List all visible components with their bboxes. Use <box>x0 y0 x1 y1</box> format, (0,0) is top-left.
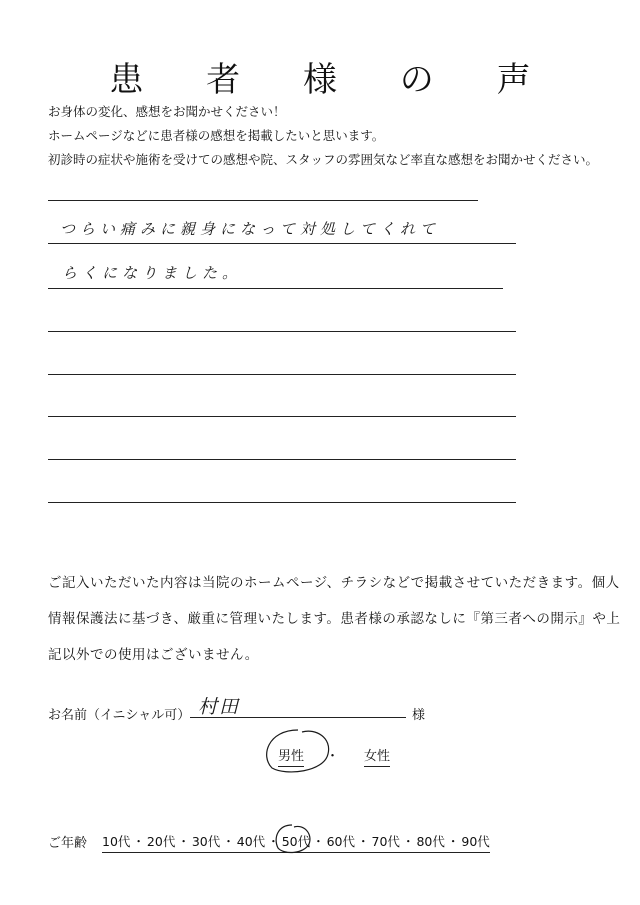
age-option-60[interactable]: 60代 <box>326 834 356 849</box>
writing-line <box>48 374 516 375</box>
gender-option-male[interactable]: 男性 <box>278 745 304 767</box>
writing-line <box>48 502 516 503</box>
age-option-20[interactable]: 20代 <box>146 834 176 849</box>
age-option-50[interactable]: 50代 <box>281 834 311 849</box>
writing-line <box>48 459 516 460</box>
age-selection-circle <box>270 822 314 856</box>
name-suffix: 様 <box>412 708 426 723</box>
handwritten-comment-line-1: つらい痛みに親身になって対処してくれて <box>60 220 441 238</box>
name-underline <box>190 717 406 718</box>
intro-line-3: 初診時の症状や施術を受けての感想や院、スタッフの雰囲気など率直な感想をお聞かせください。 <box>48 152 599 167</box>
age-option-10[interactable]: 10代 <box>102 834 131 849</box>
writing-line <box>48 200 478 201</box>
writing-line <box>48 331 516 332</box>
writing-line <box>48 416 516 417</box>
name-label: お名前（イニシャル可） <box>48 708 191 723</box>
age-label: ご年齢 <box>48 836 88 851</box>
age-option-90[interactable]: 90代 <box>461 834 490 849</box>
gender-separator: ・ <box>326 749 340 764</box>
intro-line-1: お身体の変化、感想をお聞かせください！ <box>48 104 286 119</box>
intro-line-2: ホームページなどに患者様の感想を掲載したいと思います。 <box>48 128 385 143</box>
age-option-70[interactable]: 70代 <box>371 834 400 849</box>
privacy-notice: ご記入いただいた内容は当院のホームページ、チラシなどで掲載させていただきます。個人情報保護法に基づき、厳重に管理いたします。患者様の承認なしに『第三者への開示』や上記以外での使用はございません。 <box>48 575 621 663</box>
age-option-30[interactable]: 30代 <box>191 834 221 849</box>
age-option-80[interactable]: 80代 <box>416 834 445 849</box>
name-value: 村田 <box>198 696 241 718</box>
page-title: 患 者 様 の 声 <box>109 60 557 100</box>
writing-line <box>48 288 503 289</box>
age-option-40[interactable]: 40代 <box>236 834 266 849</box>
handwritten-comment-line-2: らくになりました。 <box>62 264 243 282</box>
age-options: 10代 ・ 20代 ・ 30代 ・ 40代 ・ 50代 ・ 60代 ・ 70代 ・ 80代 ・ 90代 <box>102 832 490 853</box>
gender-selection-circle <box>258 726 336 776</box>
writing-line <box>48 243 516 244</box>
gender-option-female[interactable]: 女性 <box>364 745 390 767</box>
